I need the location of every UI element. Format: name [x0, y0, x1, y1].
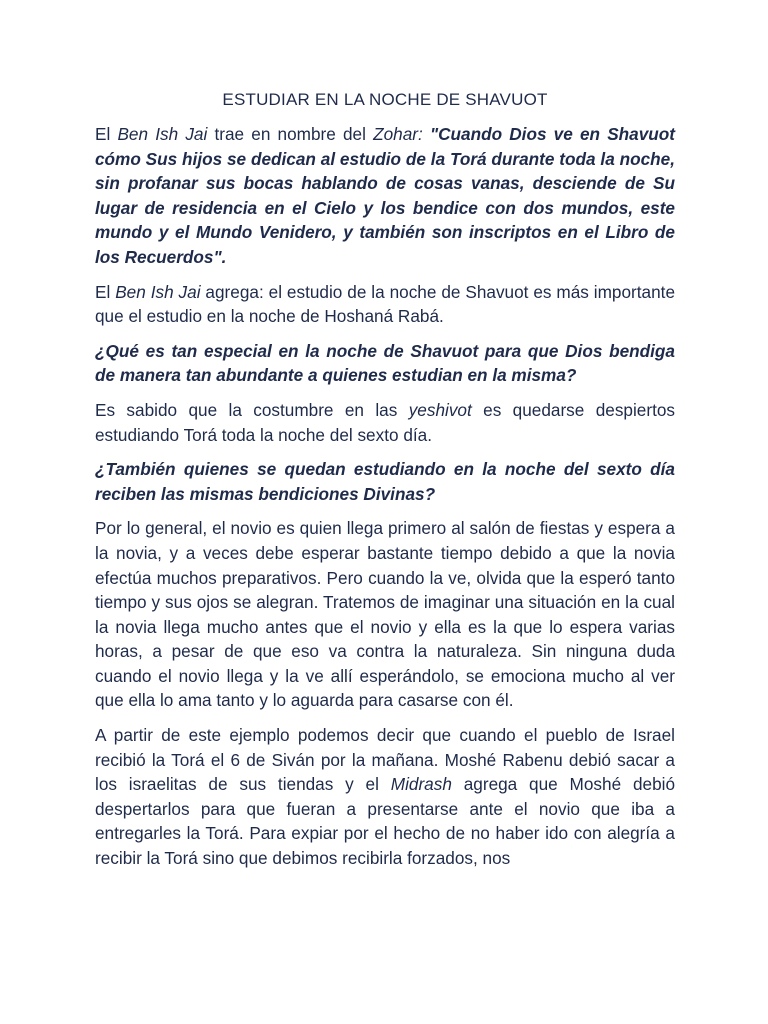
italic-text: Midrash: [390, 774, 452, 795]
text-run: agrega: el estudio de la noche de Shavuot es más importante que el estudio en la noche de Hoshaná Rabá.: [95, 281, 675, 327]
text-run: agrega que Moshé debió despertarlos para que fueran a presentarse ante el novio que iba a entregarles la Torá. Para expiar por el hecho de no haber ido con alegría a recibir la Torá sino que debimos recibirla forzados, nos: [95, 774, 676, 869]
paragraph-israel: [95, 723, 675, 871]
bold-italic-quote: "Cuando Dios ve en Shavuot cómo Sus hijos se dedican al estudio de la Torá durante toda la noche, sin profanar sus bocas hablando de cosas vanas, desciende de Su lugar de residencia en el Cielo y los bendice con dos mundos, este mundo y el Mundo Venidero, y también son inscriptos en el Libro de los Recuerdos".: [95, 124, 675, 267]
text-run: El: [95, 281, 116, 302]
text-run: es quedarse despiertos estudiando Torá toda la noche del sexto día.: [95, 399, 676, 445]
italic-text: yeshivot: [408, 399, 472, 420]
italic-text: Ben Ish Jai: [115, 281, 201, 302]
paragraph-novio: Por lo general, el novio es quien llega primero al salón de fiestas y espera a la novia, y a veces debe esperar bastante tiempo debido a que la novia efectúa muchos preparativos. Pero cuando la ve, olvida que la esperó tanto tiempo y sus ojos se alegran. Tratemos de imaginar una situación en la cual la novia llega mucho antes que el novio y ella es la que lo espera varias horas, a pesar de que eso va contra la naturaleza. Sin ninguna duda cuando el novio llega y la ve allí esperándolo, se emociona mucho al ver que ella lo ama tanto y lo aguarda para casarse con él.: [95, 518, 675, 711]
italic-text: Ben Ish Jai: [117, 124, 208, 144]
question-1: ¿Qué es tan especial en la noche de Shavuot para que Dios bendiga de manera tan abundante a quienes estudian en la misma?: [95, 340, 675, 386]
question-2: ¿También quienes se quedan estudiando en la noche del sexto día reciben las mismas bendiciones Divinas?: [95, 459, 675, 504]
paragraph-ben-ish-jai: [95, 280, 675, 329]
italic-text: Zohar:: [373, 124, 423, 144]
text-run: trae en nombre del: [207, 124, 374, 144]
text-run: El: [95, 124, 118, 144]
paragraph-yeshivot: [95, 398, 675, 447]
text-run: Es sabido que la costumbre en las: [95, 399, 409, 420]
text-run: A partir de este ejemplo podemos decir que cuando el pueblo de Israel recibió la Torá el 6 de Siván por la mañana. Moshé Rabenu debió sacar a los israelitas de sus tiendas y el: [95, 725, 675, 795]
document-title: ESTUDIAR EN LA NOCHE DE SHAVUOT: [222, 90, 548, 109]
document-page: [95, 88, 675, 881]
paragraph-zohar-quote: [95, 122, 675, 270]
text-run: [423, 124, 430, 144]
